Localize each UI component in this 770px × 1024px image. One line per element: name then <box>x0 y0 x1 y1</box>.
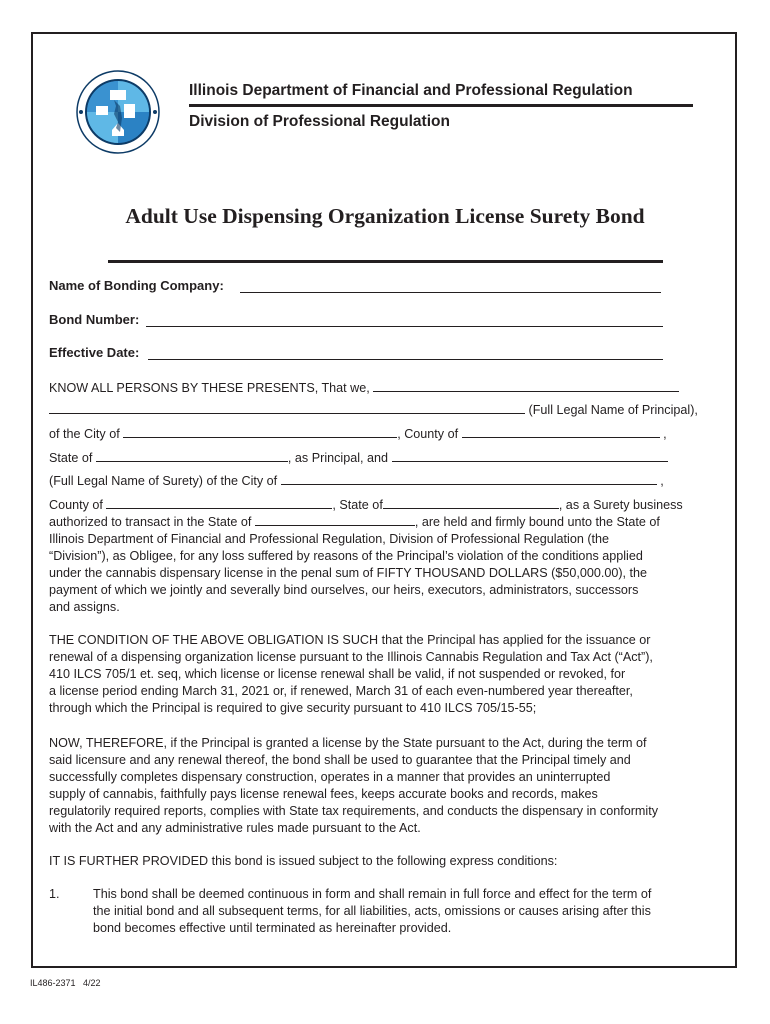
surety-city-line <box>49 473 664 488</box>
title-rule <box>108 260 663 263</box>
condition-item-line: bond becomes effective until terminated as hereinafter provided. <box>93 921 452 935</box>
now-therefore-line: supply of cannabis, faithfully pays license renewal fees, keeps accurate books and records, makes <box>49 787 598 801</box>
surety-state-label: , State of <box>332 498 383 512</box>
condition-line: THE CONDITION OF THE ABOVE OBLIGATION IS SUCH that the Principal has applied for the issuance or <box>49 633 651 647</box>
division-heading: Division of Professional Regulation <box>189 113 450 130</box>
principal-name-line <box>49 402 698 417</box>
obligee-line: and assigns. <box>49 600 120 614</box>
surety-city-label: (Full Legal Name of Surety) of the City of <box>49 474 278 488</box>
surety-county-line <box>49 497 683 512</box>
condition-line: through which the Principal is required to give security pursuant to 410 ILCS 705/15-55; <box>49 701 537 715</box>
authorized-label: authorized to transact in the State of <box>49 515 252 529</box>
principal-name-field-1[interactable] <box>373 380 679 392</box>
know-all-persons-text: KNOW ALL PERSONS BY THESE PRESENTS, That we, <box>49 381 370 395</box>
principal-county-field[interactable] <box>462 426 660 438</box>
now-therefore-paragraph <box>49 735 717 837</box>
surety-county-label: County of <box>49 498 103 512</box>
document-title: Adult Use Dispensing Organization License Surety Bond <box>125 204 645 228</box>
effective-date-field[interactable] <box>148 359 663 360</box>
surety-name-field[interactable] <box>392 450 668 462</box>
surety-county-field[interactable] <box>106 497 332 509</box>
authorized-state-field[interactable] <box>255 514 415 526</box>
state-label: State of <box>49 451 93 465</box>
obligee-line: payment of which we jointly and severally bind ourselves, our heirs, executors, administrators, successors <box>49 583 639 597</box>
header-rule <box>189 104 693 107</box>
principal-city-line <box>49 426 667 441</box>
condition-item-line: This bond shall be deemed continuous in form and shall remain in full force and effect for the term of <box>93 887 652 901</box>
obligee-paragraph <box>49 531 717 616</box>
principal-state-line <box>49 450 668 465</box>
principal-name-label: (Full Legal Name of Principal), <box>528 403 698 417</box>
form-number-footer: IL486-2371 4/22 <box>30 978 101 988</box>
county-label: , County of <box>397 427 459 441</box>
city-label: of the City of <box>49 427 120 441</box>
authorized-line <box>49 514 660 529</box>
principal-state-field[interactable] <box>96 450 288 462</box>
obligee-line: Illinois Department of Financial and Professional Regulation, Division of Professional Regulation (the <box>49 532 610 546</box>
bond-number-field[interactable] <box>146 326 663 327</box>
further-provided-paragraph: IT IS FURTHER PROVIDED this bond is issued subject to the following express conditions: <box>49 854 558 868</box>
idfpr-seal-icon <box>76 70 160 154</box>
condition-line: 410 ILCS 705/1 et. seq, which license or license renewal shall be valid, if not suspended or revoked, for <box>49 667 626 681</box>
department-heading: Illinois Department of Financial and Professional Regulation <box>189 82 633 99</box>
condition-number: 1. <box>49 887 60 901</box>
bonding-company-field[interactable] <box>240 292 661 293</box>
comma: , <box>660 474 664 488</box>
principal-city-field[interactable] <box>123 426 397 438</box>
condition-line: renewal of a dispensing organization license pursuant to the Illinois Cannabis Regulation and Tax Act (“Act”), <box>49 650 653 664</box>
now-therefore-line: with the Act and any administrative rules made pursuant to the Act. <box>49 821 421 835</box>
as-principal-text: , as Principal, and <box>287 451 389 465</box>
condition-item-line: the initial bond and all subsequent terms, for all liabilities, acts, omissions or causes arising after this <box>93 904 651 918</box>
now-therefore-line: successfully completes dispensary construction, operates in a manner that provides an uninterrupted <box>49 770 611 784</box>
obligee-line: “Division”), as Obligee, for any loss suffered by reasons of the Principal’s violation of the conditions applied <box>49 549 643 563</box>
comma: , <box>663 427 667 441</box>
held-bound-text: , are held and firmly bound unto the State of <box>414 515 660 529</box>
surety-state-field[interactable] <box>383 497 559 509</box>
now-therefore-line: NOW, THEREFORE, if the Principal is granted a license by the State pursuant to the Act, during the term of <box>49 736 647 750</box>
now-therefore-line: regulatorily required reports, complies with State tax requirements, and conducts the dispensary in conformity <box>49 804 658 818</box>
bond-number-label: Bond Number: <box>49 312 140 327</box>
bonding-company-label: Name of Bonding Company: <box>49 278 224 293</box>
effective-date-label: Effective Date: <box>49 345 140 360</box>
know-all-persons-line <box>49 380 679 395</box>
principal-name-field-2[interactable] <box>49 402 525 414</box>
surety-city-field[interactable] <box>281 473 657 485</box>
now-therefore-line: said licensure and any renewal thereof, the bond shall be used to guarantee that the Principal timely and <box>49 753 631 767</box>
condition-line: a license period ending March 31, 2021 or, if renewed, March 31 of each even-numbered year thereafter, <box>49 684 633 698</box>
surety-business-text: , as a Surety business <box>558 498 683 512</box>
obligee-line: under the cannabis dispensary license in the penal sum of FIFTY THOUSAND DOLLARS ($50,000.00), the <box>49 566 648 580</box>
condition-paragraph <box>49 632 717 717</box>
